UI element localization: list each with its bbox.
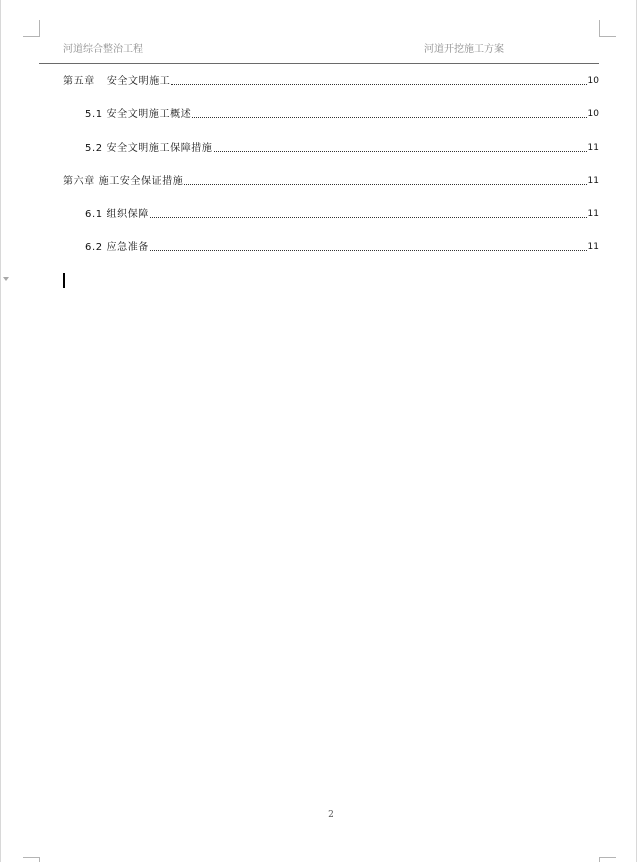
toc-leader-dots [171, 84, 586, 85]
crop-mark-bottom-left [23, 857, 40, 862]
crop-mark-top-right [599, 20, 616, 37]
page-number: 2 [328, 810, 334, 820]
toc-leader-dots [150, 250, 587, 251]
toc-title: 组织保障 [106, 209, 149, 220]
toc-leader-dots [150, 217, 587, 218]
toc-entry[interactable] [85, 241, 599, 254]
toc-entry-label [85, 142, 213, 155]
toc-entry[interactable] [85, 142, 599, 155]
toc-title: 安全文明施工概述 [106, 109, 192, 120]
toc-entry[interactable] [63, 175, 599, 188]
toc-leader-dots [214, 151, 587, 152]
margin-arrow-icon [3, 277, 9, 281]
toc-page-number: 10 [587, 76, 599, 86]
toc-entry[interactable] [85, 208, 599, 221]
header-rule [39, 63, 599, 64]
header-left-text: 河道综合整治工程 [63, 44, 143, 55]
toc-chapter: 第六章 [63, 176, 95, 187]
toc-page-number: 11 [587, 143, 599, 153]
toc-entry-label [63, 175, 183, 188]
toc-chapter: 5.1 [85, 109, 103, 120]
toc-page-number: 11 [587, 242, 599, 252]
toc-entry[interactable] [85, 108, 599, 121]
toc-chapter: 6.2 [85, 242, 103, 253]
crop-mark-top-left [23, 20, 40, 37]
toc-page-number: 10 [587, 109, 599, 119]
toc-entry[interactable] [63, 75, 599, 88]
toc-leader-dots [192, 117, 586, 118]
text-cursor[interactable] [63, 273, 65, 288]
toc-page-number: 11 [587, 209, 599, 219]
toc-chapter: 5.2 [85, 143, 103, 154]
toc-entry-label [85, 208, 149, 221]
toc-leader-dots [184, 184, 586, 185]
crop-mark-bottom-right [599, 857, 616, 862]
toc-title: 施工安全保证措施 [98, 176, 184, 187]
toc-chapter: 第五章 [63, 76, 95, 87]
toc-entry-label [63, 75, 170, 88]
toc-entry-label [85, 241, 149, 254]
toc-title: 安全文明施工保障措施 [106, 143, 213, 154]
toc-title: 安全文明施工 [106, 76, 171, 87]
toc-page-number: 11 [587, 176, 599, 186]
toc-title: 应急准备 [106, 242, 149, 253]
toc-entry-label [85, 108, 191, 121]
header-right-text: 河道开挖施工方案 [424, 44, 504, 55]
toc-chapter: 6.1 [85, 209, 103, 220]
